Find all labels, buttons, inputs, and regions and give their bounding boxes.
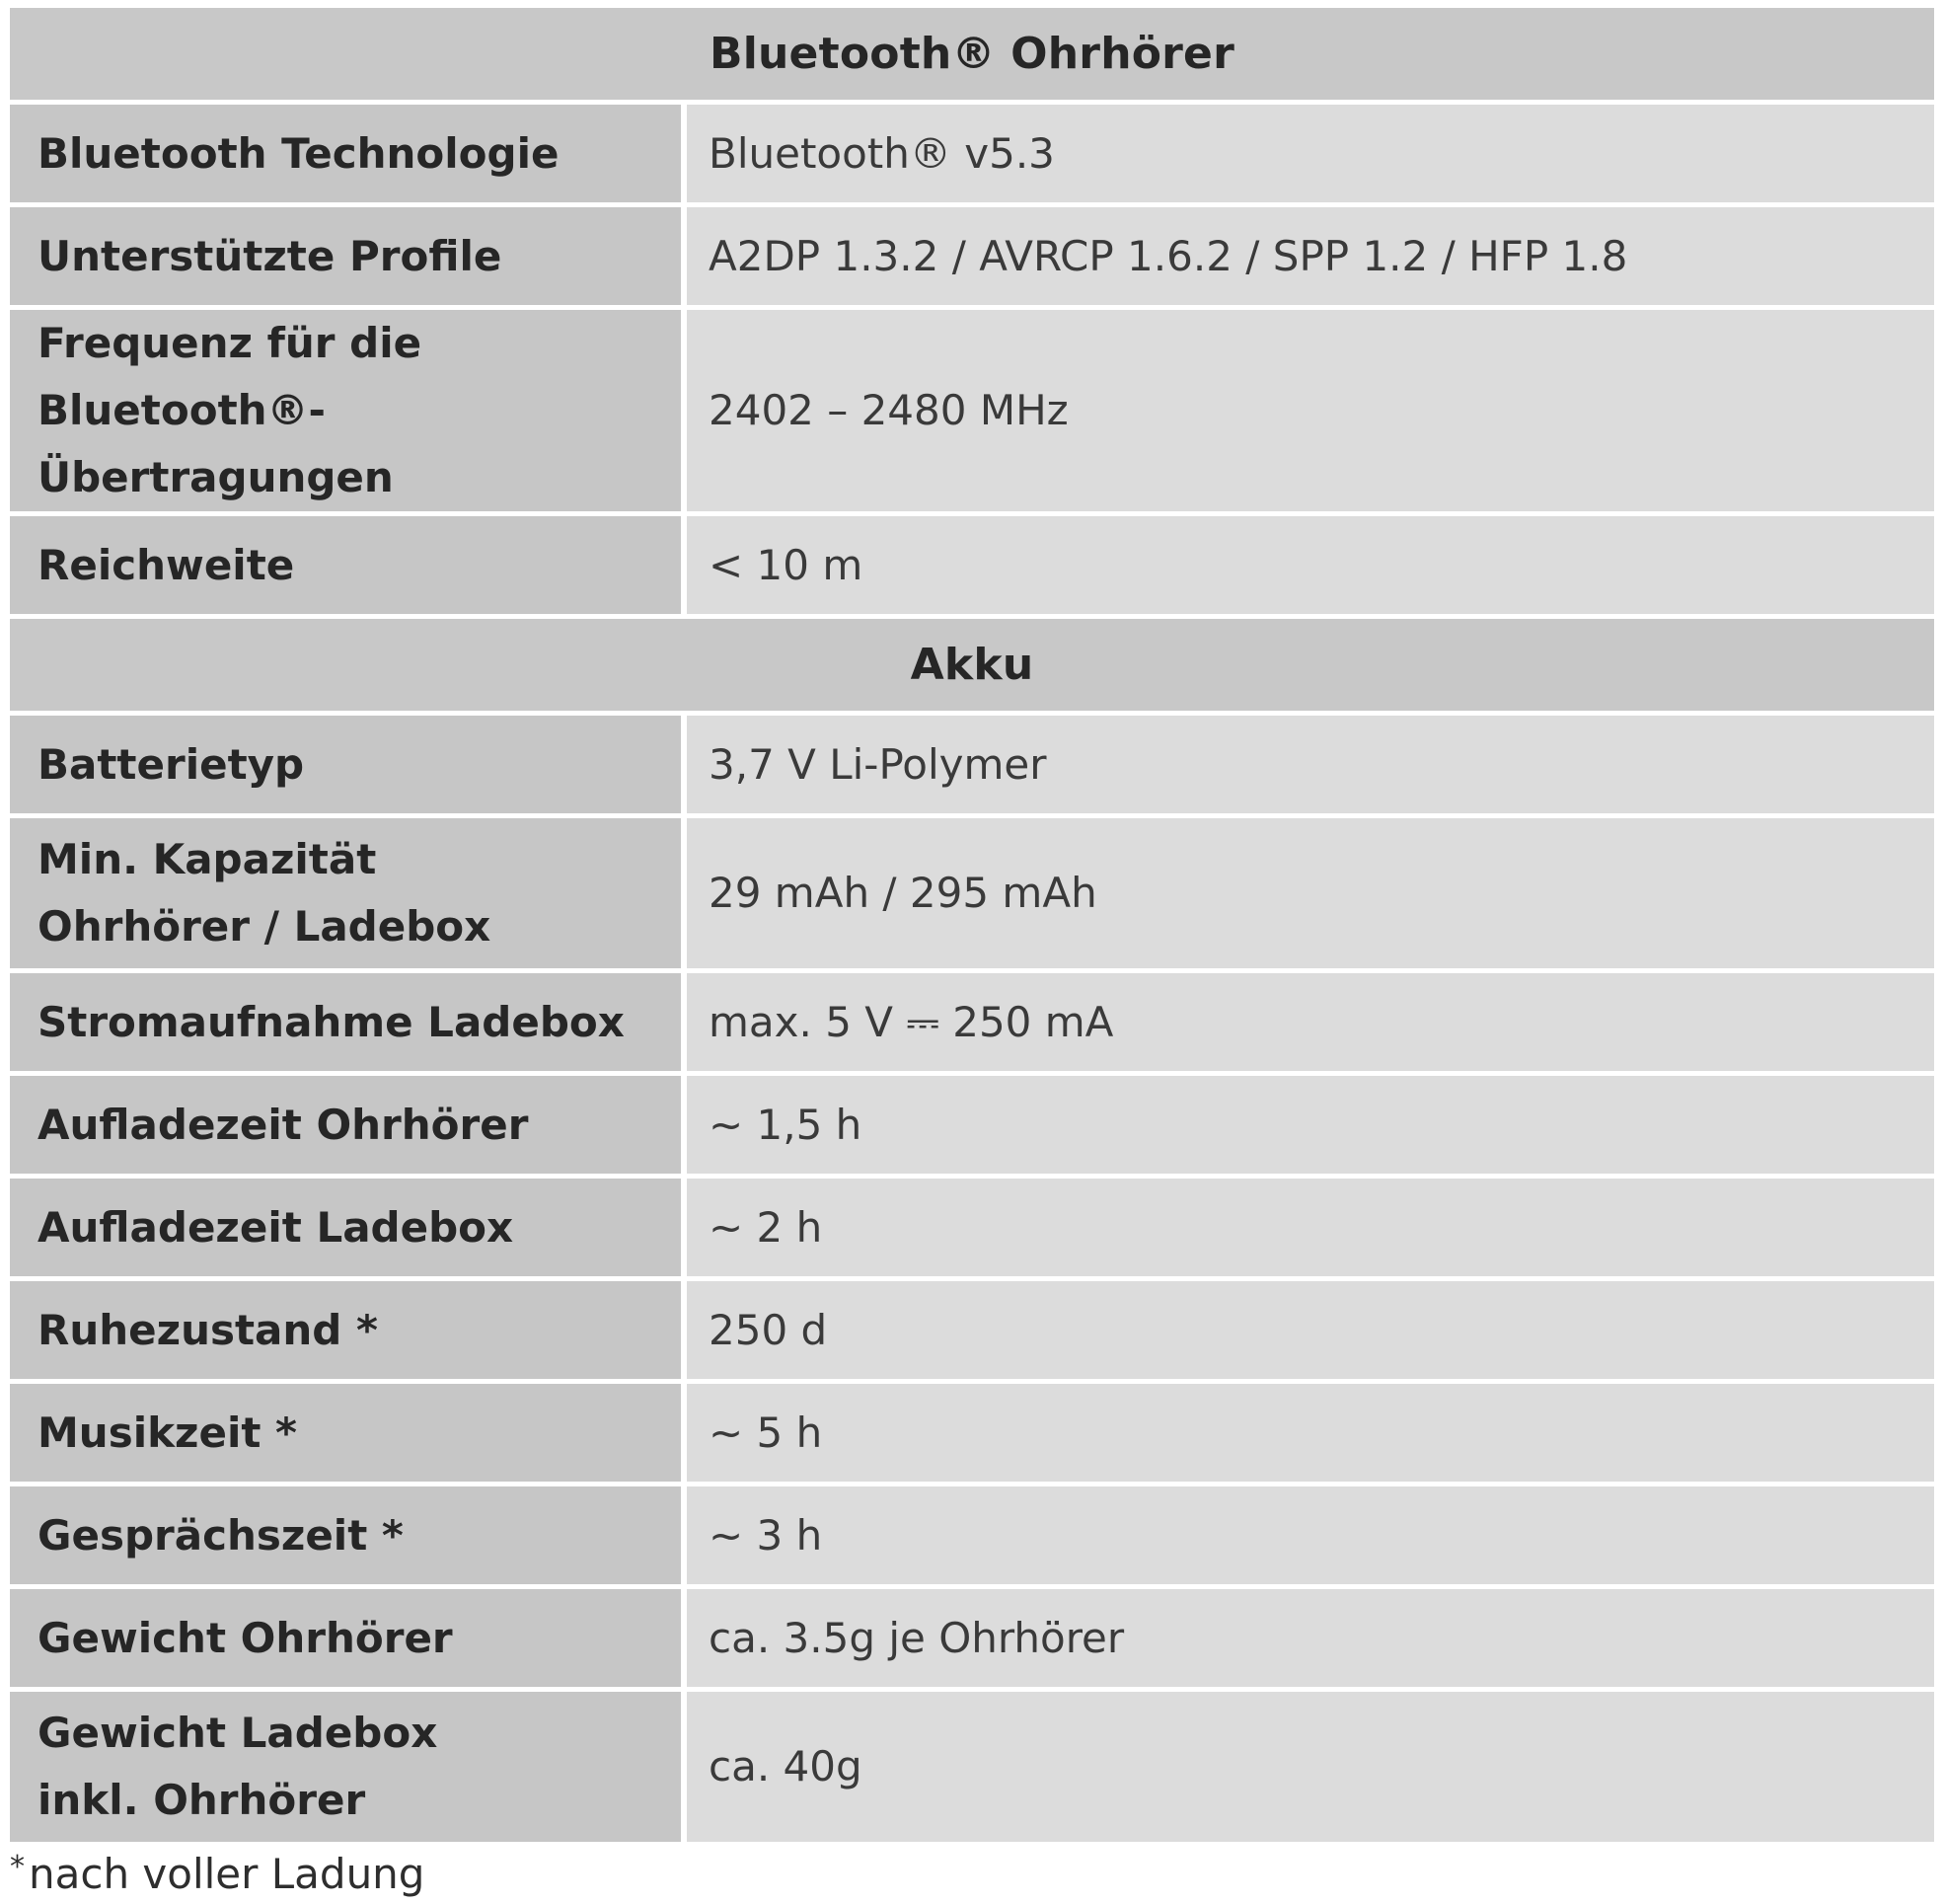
spec-value: 29 mAh / 295 mAh bbox=[687, 818, 1934, 968]
table-row bbox=[10, 1384, 1934, 1482]
spec-label: Gewicht Ohrhörer bbox=[10, 1589, 687, 1687]
spec-label: Stromaufnahme Ladebox bbox=[10, 973, 687, 1071]
spec-value: ca. 40g bbox=[687, 1692, 1934, 1842]
table-row bbox=[10, 1281, 1934, 1379]
spec-label: Musikzeit * bbox=[10, 1384, 687, 1482]
table-row bbox=[10, 1486, 1934, 1584]
table-row bbox=[10, 516, 1934, 614]
spec-label: Aufladezeit Ohrhörer bbox=[10, 1076, 687, 1174]
spec-label bbox=[10, 310, 687, 511]
spec-label-line: Ohrhörer / Ladebox bbox=[37, 902, 491, 951]
spec-label: Ruhezustand * bbox=[10, 1281, 687, 1379]
table-row bbox=[10, 1692, 1934, 1842]
spec-value: ~ 3 h bbox=[687, 1486, 1934, 1584]
table-row bbox=[10, 105, 1934, 202]
spec-label: Aufladezeit Ladebox bbox=[10, 1179, 687, 1276]
spec-label bbox=[10, 1692, 687, 1842]
footnote-marker: * bbox=[10, 1850, 25, 1884]
spec-label: Batterietyp bbox=[10, 716, 687, 813]
section-header-akku bbox=[10, 619, 1934, 711]
spec-value: A2DP 1.3.2 / AVRCP 1.6.2 / SPP 1.2 / HFP 1.8 bbox=[687, 207, 1934, 305]
table-row bbox=[10, 207, 1934, 305]
spec-label: Bluetooth Technologie bbox=[10, 105, 687, 202]
spec-value: ca. 3.5g je Ohrhörer bbox=[687, 1589, 1934, 1687]
table-row bbox=[10, 310, 1934, 511]
table-row bbox=[10, 1076, 1934, 1174]
spec-label-line: Min. Kapazität bbox=[37, 835, 377, 883]
spec-label: Gesprächszeit * bbox=[10, 1486, 687, 1584]
spec-value: ~ 1,5 h bbox=[687, 1076, 1934, 1174]
table-row bbox=[10, 818, 1934, 968]
spec-label: Unterstützte Profile bbox=[10, 207, 687, 305]
section-title-akku: Akku bbox=[10, 619, 1934, 711]
spec-value: Bluetooth® v5.3 bbox=[687, 105, 1934, 202]
spec-value: ~ 5 h bbox=[687, 1384, 1934, 1482]
spec-label-line: Gewicht Ladebox bbox=[37, 1709, 438, 1757]
spec-value: max. 5 V ⎓ 250 mA bbox=[687, 973, 1934, 1071]
spec-value: 250 d bbox=[687, 1281, 1934, 1379]
table-row bbox=[10, 1179, 1934, 1276]
spec-value: < 10 m bbox=[687, 516, 1934, 614]
section-title-bluetooth: Bluetooth® Ohrhörer bbox=[10, 8, 1934, 100]
table-row bbox=[10, 973, 1934, 1071]
spec-label: Reichweite bbox=[10, 516, 687, 614]
spec-label-line: Frequenz für die Bluetooth®- bbox=[37, 319, 422, 434]
footnote-text: nach voller Ladung bbox=[29, 1850, 425, 1898]
table-row bbox=[10, 1589, 1934, 1687]
spec-label-line: Übertragungen bbox=[37, 453, 394, 501]
table-row bbox=[10, 716, 1934, 813]
spec-label-line: inkl. Ohrhörer bbox=[37, 1776, 366, 1824]
spec-label bbox=[10, 818, 687, 968]
spec-value: 2402 – 2480 MHz bbox=[687, 310, 1934, 511]
spec-table bbox=[10, 3, 1934, 1847]
section-header-bluetooth bbox=[10, 8, 1934, 100]
footnote bbox=[10, 1838, 424, 1904]
spec-value: ~ 2 h bbox=[687, 1179, 1934, 1276]
spec-value: 3,7 V Li-Polymer bbox=[687, 716, 1934, 813]
